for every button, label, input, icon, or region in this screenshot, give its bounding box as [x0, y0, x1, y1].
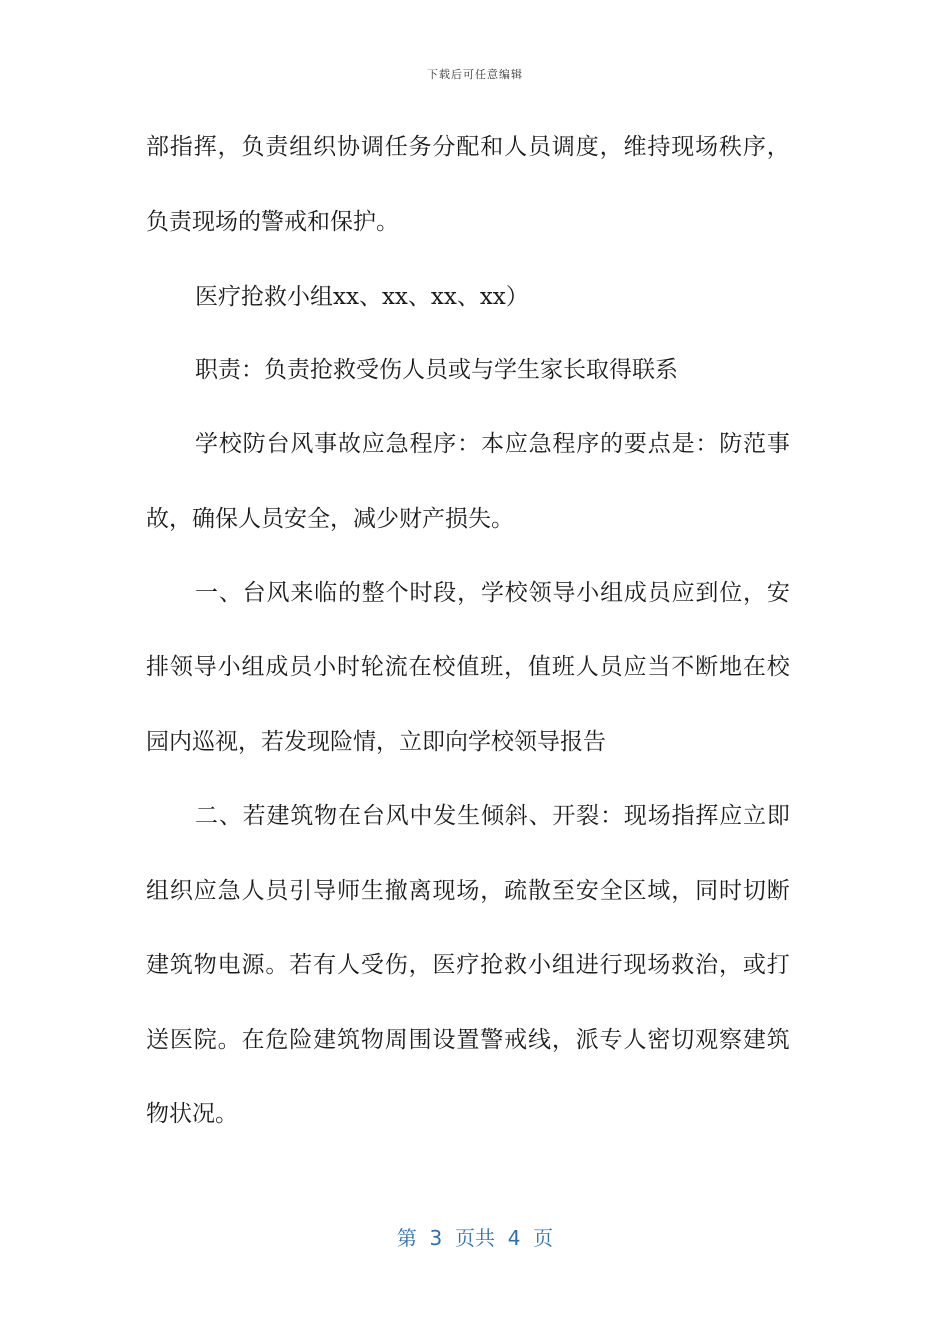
document-line: 建 筑 物 电 源 。 若 有 人 受 伤 ， 医 疗 抢 救 小 组 进 行 现 场 救 治 ， 或 打 — [146, 952, 790, 978]
document-line: 一 、 台 风 来 临 的 整 个 时 段 ， 学 校 领 导 小 组 成 员 应 到 位 ， 安 — [195, 580, 790, 606]
document-line: 故，确保人员安全，减少财产损失。 — [146, 506, 514, 532]
document-line: 负责现场的警戒和保护。 — [146, 209, 399, 235]
document-line: 职责：负责抢救受伤人员或与学生家长取得联系 — [195, 357, 678, 383]
document-line: 部 指 挥 ， 负 责 组 织 协 调 任 务 分 配 和 人 员 调 度 ， 维 持 现 场 秩 序 ， — [146, 134, 790, 160]
document-line: 学 校 防 台 风 事 故 应 急 程 序 ： 本 应 急 程 序 的 要 点 是 ： 防 范 事 — [195, 431, 790, 457]
document-line: 组 织 应 急 人 员 引 导 师 生 撤 离 现 场 ， 疏 散 至 安 全 区 域 ， 同 时 切 断 — [146, 878, 790, 904]
page-number-footer: 第 3 页共 4 页 — [396, 1226, 554, 1250]
document-line: 二 、 若 建 筑 物 在 台 风 中 发 生 倾 斜 、 开 裂 ： 现 场 指 挥 应 立 即 — [195, 803, 790, 829]
document-line: 园内巡视，若发现险情，立即向学校领导报告 — [146, 729, 606, 755]
document-line: 送 医 院 。 在 危 险 建 筑 物 周 围 设 置 警 戒 线 ， 派 专 人 密 切 观 察 建 筑 — [146, 1027, 790, 1053]
document-line: 医疗抢救小组xx、xx、xx、xx） — [195, 284, 529, 310]
header-note: 下载后可任意编辑 — [427, 68, 523, 81]
document-line: 物状况。 — [146, 1101, 238, 1127]
document-line: 排 领 导 小 组 成 员 小 时 轮 流 在 校 值 班 ， 值 班 人 员 应 当 不 断 地 在 校 — [146, 654, 790, 680]
